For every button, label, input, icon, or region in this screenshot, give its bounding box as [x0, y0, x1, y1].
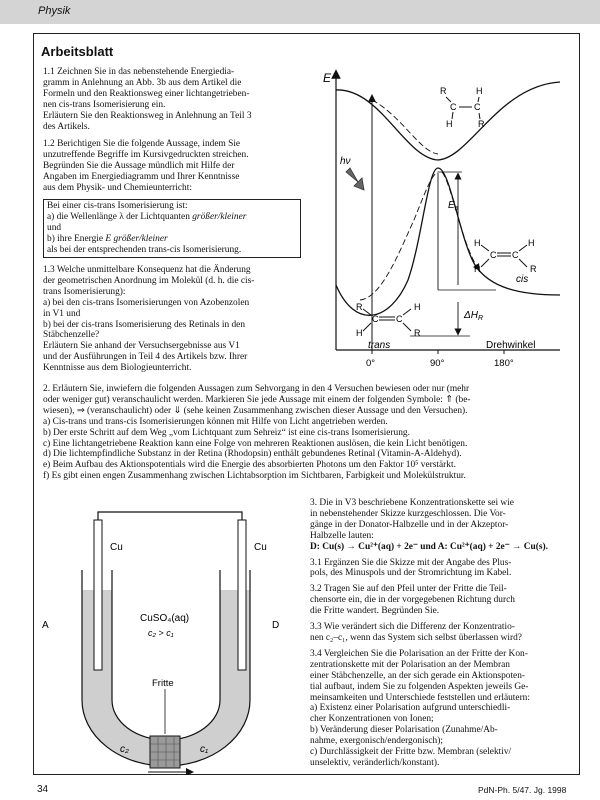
svg-text:C: C [372, 314, 379, 324]
svg-text:H: H [446, 119, 453, 129]
c2-label: c₂ [120, 744, 129, 755]
svg-text:H: H [356, 328, 363, 338]
y-axis-label: E [323, 71, 332, 85]
trans-label: trans [368, 340, 391, 351]
svg-text:R: R [478, 119, 485, 129]
statement-box: Bei einer cis-trans Isomerisierung ist: a) die Wellenlänge λ der Lichtquanten größer/kleiner und b) ihre Energie E größer/kleiner als bei der entsprechenden trans-cis Isomerisierung. [43, 199, 301, 258]
solution-label: CuSO₄(aq) [140, 613, 190, 624]
svg-text:H: H [476, 86, 483, 96]
trans-molecule [356, 302, 421, 351]
source-citation: PdN-Ph. 5/47. Jg. 1998 [478, 785, 567, 795]
cu-left-label: Cu [110, 542, 123, 553]
cis-label: cis [516, 274, 529, 285]
svg-text:H: H [474, 238, 481, 248]
right-electrode [238, 520, 246, 670]
svg-text:C: C [474, 102, 481, 112]
hv-label: hν [340, 156, 351, 167]
excited-path-dashed [372, 100, 438, 154]
light-arrow-icon [346, 168, 364, 190]
worksheet-title: Arbeitsblatt [41, 44, 114, 59]
svg-text:R: R [414, 328, 421, 338]
svg-text:C: C [450, 102, 457, 112]
relaxation-arrow [442, 172, 478, 268]
tick-90: 90° [430, 358, 445, 369]
c1-label: c₁ [200, 744, 209, 755]
task-2: 2. Erläutern Sie, inwiefern die folgenden Aussagen zum Sehvorgang in den 4 Versuchen bewiesen oder nur (mehr oder weniger gut) veranschaulicht werden. Markieren Sie jede Aussage mit einem der folgenden Symbole: ⇑ (be- wiesen), ⇒ (veranschaulicht) oder ⇓ (sehe keinen Zusammenhang zwischen dieser Aussage und den Versuchen). a) Cis-trans und trans-cis Isomerisierungen können mit Hilfe von Licht angetrieben werden. b) Der erste Schritt auf dem Weg „vom Lichtquant zum Sehreiz“ ist eine cis-trans Isomerisierung. c) Eine lichtangetriebene Reaktion kann eine Folge von mehreren Reaktionen auslösen, die kein Licht benötigen. d) Die lichtempfindliche Substanz in der Retina (Rhodopsin) enthält gebundenes Retinal (Vitamin-A-Aldehyd). e) Beim Aufbau des Aktionspotentials wird die Energie des absorbierten Photons um den Faktor 10⁵ verstärkt. f) Es gibt einen engen Zusammenhang zwischen Lichtabsorption im Sichtbaren, Farbigkeit und Molekülstruktur. [43, 384, 471, 482]
task-3: 3. Die in V3 beschriebene Konzentrationskette sei wie in nebenstehender Skizze kurzgeschlossen. Die Vor- gänge in der Donator-Halbzelle und in der Akzeptor- Halbzelle lauten: D: Cu(s) → Cu²⁺(aq) + 2e⁻ und A: Cu²⁺(aq) + 2e⁻ → Cu(s). 3.1 Ergänzen Sie die Skizze mit der Angabe des Plus- pols, des Minuspols und der Stromrichtung im Kabel. 3.2 Tragen Sie auf den Pfeil unter der Fritte die Teil- chensorte ein, die in der vorgegebenen Richtung durch die Fritte wandert. Begründen Sie. 3.3 Wie verändert sich die Differenz der Konzentratio- nen c₂–c₁, wenn das System sich selbst überlassen wird? 3.4 Vergleichen Sie die Polarisation an der Fritte der Kon- zentrationskette mit der Polarisation an der Membran einer Stäbchenzelle, an der sich gerade ein Aktionspoten- tial aufbaut, indem Sie zu folgenden Aspekten jeweils Ge- meinsamkeiten und Unterschiede feststellen und erläutern: a) Existenz einer Polarisation aufgrund unterschiedli- cher Konzentrationen von Ionen; b) Veränderung dieser Polarisation (Zunahme/Ab- nahme, exergonisch/endergonisch); c) Durchlässigkeit der Fritte bzw. Membran (selektiv/ unselektiv, veränderlich/konstant). [310, 498, 572, 769]
page-number: 34 [37, 784, 49, 795]
wire [98, 512, 242, 520]
section-label: Physik [38, 5, 71, 17]
svg-text:H: H [414, 302, 421, 312]
concentration-cell-diagram [40, 500, 300, 775]
task-1-3: 1.3 Welche unmittelbare Konsequenz hat die Änderung der geometrischen Anordnung im Molekül (d. h. die cis- trans Isomerisierung): a) bei den cis-trans Isomerisierungen von Azobenzolen in V1 und b) bei der cis-trans Isomerisierung des Retinals in den Stäbchenzelle? Erläutern Sie anhand der Versuchsergebnisse aus V1 und der Ausführungen in Teil 4 des Artikels bzw. Ihrer Kenntnisse aus dem Biologieunterricht. [43, 265, 255, 374]
ea-label: $E_a$ [448, 200, 459, 212]
label-d: D [272, 620, 280, 631]
label-a: A [42, 620, 49, 631]
svg-text:H: H [528, 238, 535, 248]
x-axis-label: Drehwinkel [486, 340, 536, 351]
cu-right-label: Cu [254, 542, 267, 553]
svg-text:R: R [356, 302, 363, 312]
svg-text:R: R [530, 264, 537, 274]
svg-text:C: C [396, 314, 403, 324]
svg-text:R: R [440, 86, 447, 96]
concentration-relation: c₂ > c₁ [148, 628, 174, 638]
tick-180: 180° [494, 358, 514, 369]
dh-label: $\Delta H_R$ [464, 310, 483, 322]
svg-text:C: C [490, 250, 497, 260]
frit-label: Fritte [152, 678, 174, 689]
reaction-equation: D: Cu(s) → Cu²⁺(aq) + 2e⁻ und A: Cu²⁺(aq) + 2e⁻ → Cu(s). [310, 541, 548, 552]
task-1-1: 1.1 Zeichnen Sie in das nebenstehende Energiedia- gramm in Anlehnung an Abb. 3b aus dem Artikel die Formeln und den Reaktionsweg einer lichtangetrieben- nen cis-trans Isomerisierung ein. Erläutern Sie den Reaktionsweg in Anlehnung an Teil 3 des Artikels. [43, 67, 252, 132]
twisted-molecule [440, 86, 485, 129]
energy-diagram [310, 60, 570, 380]
cis-molecule [474, 238, 537, 285]
svg-text:R: R [474, 264, 481, 274]
task-1-2: 1.2 Berichtigen Sie die folgende Aussage, indem Sie unzutreffende Begriffe im Kursivgedruckten streichen. Begründen Sie die Aussage mündlich mit Hilfe der Angaben im Energiediagramm und Ihrer Kenntnisse aus dem Physik- und Chemieunterricht: [43, 139, 249, 193]
header-bar [0, 0, 600, 24]
tick-0: 0° [366, 358, 376, 369]
svg-text:C: C [512, 250, 519, 260]
left-electrode [94, 520, 102, 670]
ground-state-curve [336, 168, 560, 315]
